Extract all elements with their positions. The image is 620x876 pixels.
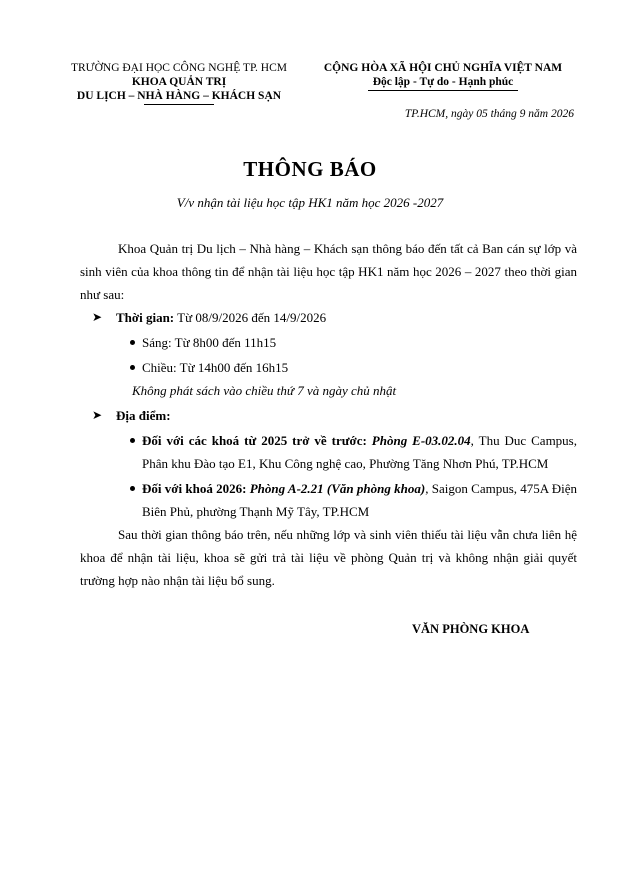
faculty-subname: DU LỊCH – NHÀ HÀNG – KHÁCH SẠN <box>76 90 282 102</box>
list-item-location-1 <box>80 429 577 475</box>
location-1-label: Đối với các khoá từ 2025 trở về trước: <box>142 433 367 448</box>
intro-paragraph: Khoa Quản trị Du lịch – Nhà hàng – Khách sạn thông báo đến tất cả Ban cán sự lớp và sinh viên của khoa thông tin để nhận tài liệu học tập HK1 năm học 2026 – 2027 theo thời gian như sau: <box>80 241 577 302</box>
bullet-dot-icon <box>130 365 135 370</box>
location-2-address: , Saigon Campus, 475A Điện Biên Phủ, phường Thạnh Mỹ Tây, TP.HCM <box>142 481 577 519</box>
list-item-afternoon <box>80 356 577 379</box>
arrow-bullet-icon: ➤ <box>92 408 103 422</box>
document-subtitle: V/v nhận tài liệu học tập HK1 năm học 2026 -2027 <box>176 195 444 210</box>
document-body <box>80 237 577 592</box>
weekend-note: Không phát sách vào chiều thứ 7 và ngày chủ nhật <box>132 383 397 398</box>
national-motto: Độc lập - Tự do - Hạnh phúc <box>372 76 514 88</box>
time-section <box>80 306 577 329</box>
time-label: Thời gian: <box>116 310 175 325</box>
national-title: CỘNG HÒA XÃ HỘI CHỦ NGHĨA VIỆT NAM <box>323 62 563 74</box>
time-value: Từ 08/9/2026 đến 14/9/2026 <box>174 310 327 325</box>
bullet-dot-icon <box>130 486 135 491</box>
header-left <box>70 61 288 105</box>
location-section <box>80 404 577 427</box>
arrow-bullet-icon: ➤ <box>92 310 103 324</box>
location-1-address: , Thu Duc Campus, Phân khu Đào tạo E1, Khu Công nghệ cao, Phường Tăng Nhơn Phú, TP.HCM <box>142 433 577 471</box>
location-2-room: Phòng A-2.21 (Văn phòng khoa) <box>246 481 426 496</box>
location-label: Địa điểm: <box>116 408 171 423</box>
location-1-room: Phòng E-03.02.04 <box>366 433 471 448</box>
signature: VĂN PHÒNG KHOA <box>412 622 530 636</box>
university-name: TRƯỜNG ĐẠI HỌC CÔNG NGHỆ TP. HCM <box>70 62 288 74</box>
document-title: THÔNG BÁO <box>243 157 377 181</box>
header-right <box>312 61 574 91</box>
header-right-underline <box>368 90 518 91</box>
bullet-dot-icon <box>130 438 135 443</box>
faculty-name: KHOA QUẢN TRỊ <box>131 76 227 88</box>
closing-paragraph: Sau thời gian thông báo trên, nếu những lớp và sinh viên thiếu tài liệu vẫn chưa liên hệ khoa để nhận tài liệu, khoa sẽ gửi trả tài liệu về phòng Quản trị và không nhận giải quyết trường hợp nào nhận tài liệu bổ sung. <box>80 527 577 588</box>
morning-hours: Sáng: Từ 8h00 đến 11h15 <box>142 335 277 350</box>
afternoon-hours: Chiều: Từ 14h00 đến 16h15 <box>142 360 289 375</box>
document-date: TP.HCM, ngày 05 tháng 9 năm 2026 <box>404 108 574 120</box>
header-left-underline <box>144 104 214 105</box>
location-2-label: Đối với khoá 2026: <box>142 481 247 496</box>
list-item-location-2 <box>80 477 577 523</box>
bullet-dot-icon <box>130 340 135 345</box>
list-item-morning <box>80 331 577 354</box>
